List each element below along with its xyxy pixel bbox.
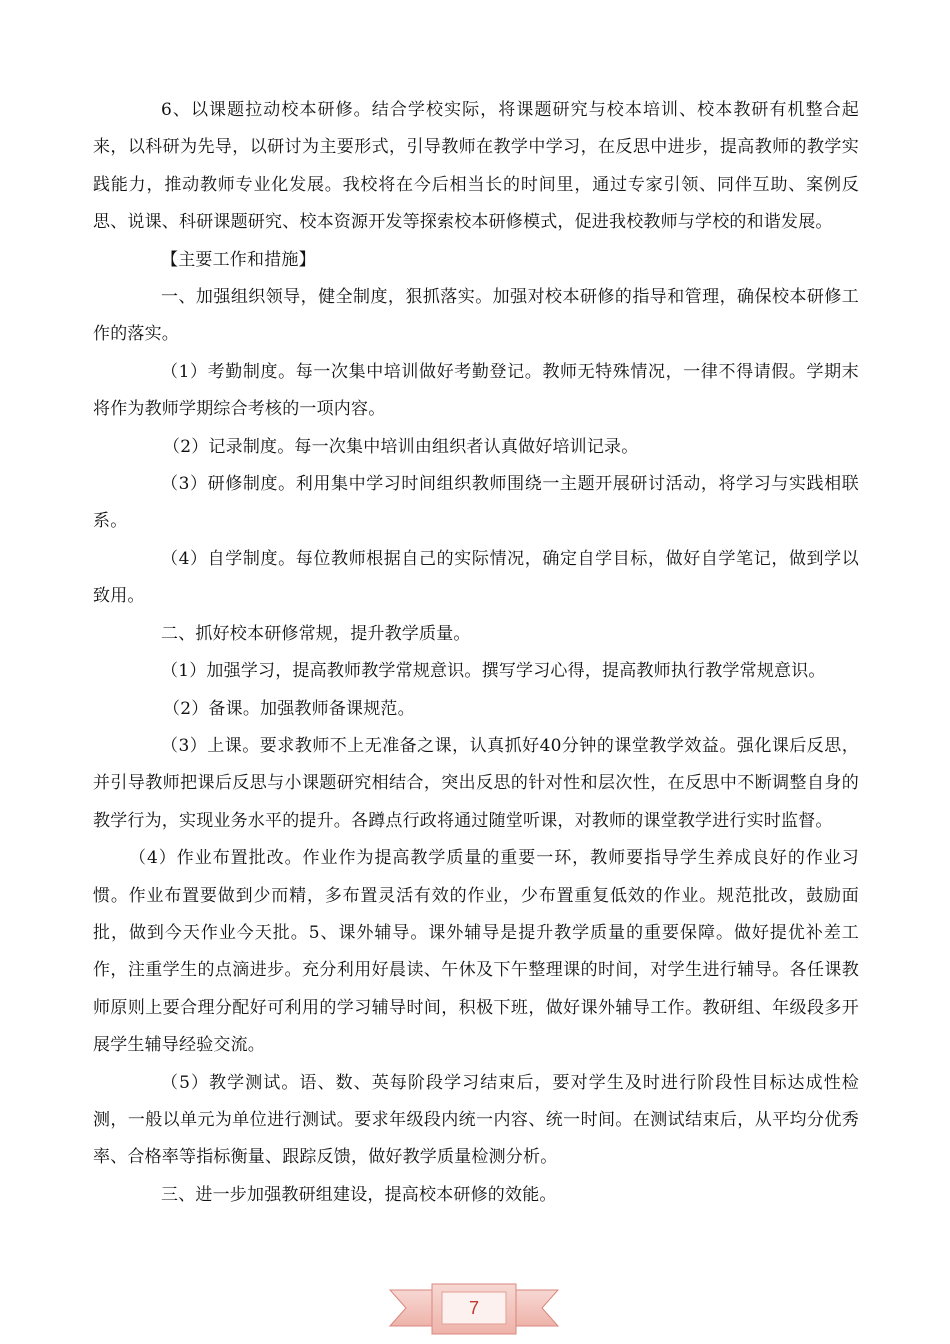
paragraph-organization-leadership: 一、加强组织领导，健全制度，狠抓落实。加强对校本研修的指导和管理，确保校本研修工作的落实。 — [93, 287, 859, 345]
paragraph-1-research-topics: 6、以课题拉动校本研修。结合学校实际，将课题研究与校本培训、校本教研有机整合起来，以科研为先导，以研讨为主要形式，引导教师在教学中学习，在反思中进步，提高教师的教学实践能力，推动教师专业化发展。我校将在今后相当长的时间里，通过专家引领、同伴互助、案例反思、说课、科研课题研究、校本资源开发等探索校本研修模式，促进我校教师与学校的和谐发展。 — [93, 100, 859, 233]
paragraph-study-system: （3）研修制度。利用集中学习时间组织教师围绕一主题开展研讨活动，将学习与实践相联系。 — [93, 474, 859, 532]
paragraph-attendance-system: （1）考勤制度。每一次集中培训做好考勤登记。教师无特殊情况，一律不得请假。学期末将作为教师学期综合考核的一项内容。 — [93, 361, 859, 420]
paragraph-classroom-teaching: （3）上课。要求教师不上无准备之课，认真抓好40分钟的课堂教学效益。强化课后反思，并引导教师把课后反思与小课题研究相结合，突出反思的针对性和层次性，在反思中不断调整自身的教学行为，实现业务水平的提升。各蹲点行政将通过随堂听课，对教师的课堂教学进行实时监督。 — [93, 735, 859, 831]
document-body — [93, 92, 859, 1214]
paragraph-record-system: （2）记录制度。每一次集中培训由组织者认真做好培训记录。 — [163, 436, 639, 457]
page-number-ribbon — [388, 1276, 560, 1338]
paragraph-teaching-group-heading: 三、进一步加强教研组建设，提高校本研修的效能。 — [161, 1184, 557, 1205]
paragraph-strengthen-learning: （1）加强学习，提高教师教学常规意识。撰写学习心得，提高教师执行教学常规意识。 — [161, 661, 826, 682]
paragraph-self-study-system: （4）自学制度。每位教师根据自己的实际情况，确定自学目标，做好自学笔记，做到学以致用。 — [93, 548, 859, 607]
paragraph-teaching-tests: （5）教学测试。语、数、英每阶段学习结束后，要对学生及时进行阶段性目标达成性检测，一般以单元为单位进行测试。要求年级段内统一内容、统一时间。在测试结束后，从平均分优秀率、合格率等指标衡量、跟踪反馈，做好教学质量检测分析。 — [93, 1072, 859, 1168]
paragraph-teaching-routine-heading: 二、抓好校本研修常规，提升教学质量。 — [161, 623, 471, 644]
section-heading-main-measures: 【主要工作和措施】 — [161, 249, 316, 270]
page-number: 7 — [468, 1298, 479, 1318]
paragraph-homework-and-tutoring: （4）作业布置批改。作业作为提高教学质量的重要一环，教师要指导学生养成良好的作业习惯。作业布置要做到少而精，多布置灵活有效的作业，少布置重复低效的作业。规范批改，鼓励面批，做到今天作业今天批。5、课外辅导。课外辅导是提升教学质量的重要保障。做好提优补差工作，注重学生的点滴进步。充分利用好晨读、午休及下午整理课的时间，对学生进行辅导。各任课教师原则上要合理分配好可利用的学习辅导时间，积极下班，做好课外辅导工作。教研组、年级段多开展学生辅导经验交流。 — [93, 848, 859, 1056]
paragraph-lesson-prep: （2）备课。加强教师备课规范。 — [163, 698, 415, 719]
